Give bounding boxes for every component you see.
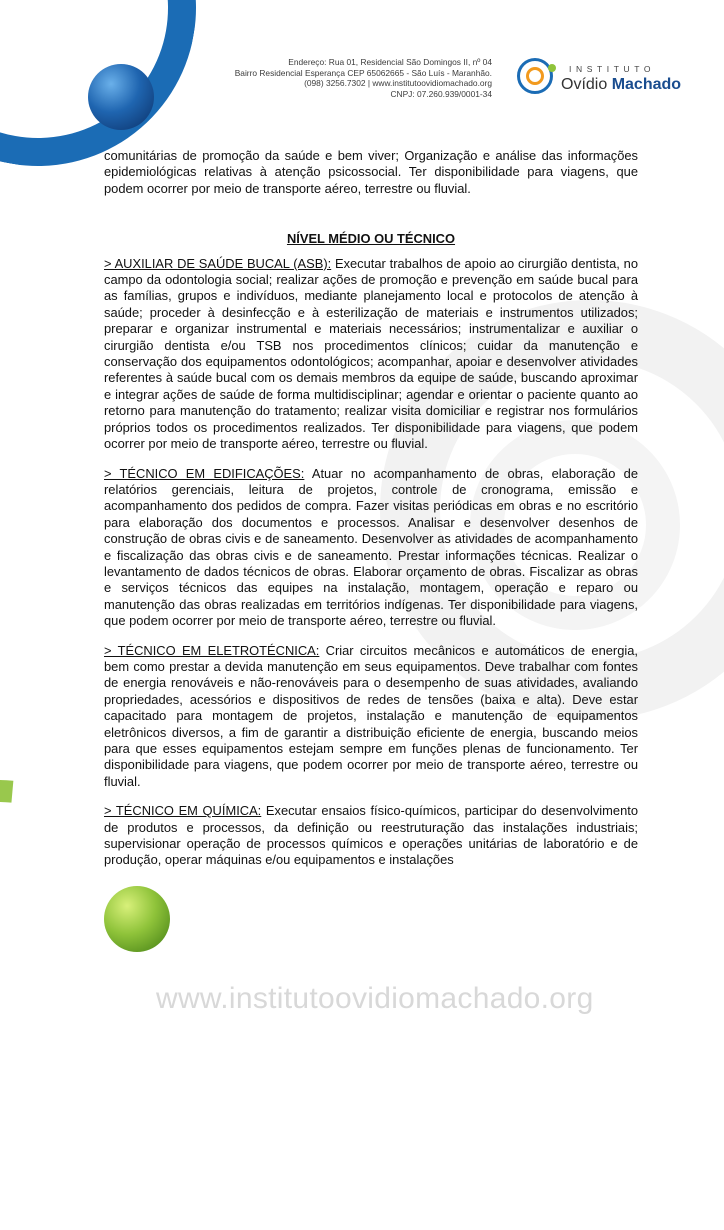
role-title: > TÉCNICO EM QUÍMICA: <box>104 803 262 819</box>
role-description: Executar ensaios físico-químicos, participar do desenvolvimento de produtos e processos, da definição ou reestruturação das instalações industriais; supervisionar operação de processos químicos e operações unitárias de laboratório e de produção, operar máquinas e/ou equipamentos e instalações <box>104 803 638 868</box>
address-line: Bairro Residencial Esperança CEP 65062665 - São Luís - Maranhão. <box>234 67 492 78</box>
role-title: > AUXILIAR DE SAÚDE BUCAL (ASB): <box>104 255 332 271</box>
role-paragraph-quimica <box>104 803 638 869</box>
logo-name-regular: Ovídio <box>561 76 612 93</box>
role-paragraph-asb <box>104 256 638 453</box>
blue-sphere-decoration <box>88 64 154 130</box>
role-title: > TÉCNICO EM ELETROTÉCNICA: <box>104 642 320 658</box>
role-description: Executar trabalhos de apoio ao cirurgião dentista, no campo da odontologia social; realizar ações de promoção e prevenção em saúde bucal para as famílias, grupos e indivíduos, mediante planejamento local e protocolos de atenção à saúde; proceder à desinfecção e à esterilização de materiais e instrumentos utilizados; preparar e organizar instrumental e materiais necessários; instrumentalizar e auxiliar o cirurgião dentista e/ou TSB nos procedimentos clínicos; cuidar da manutenção e conservação dos equipamentos odontológicos; acompanhar, apoiar e desenvolver atividades referentes à saúde bucal com os demais membros da equipe de saúde, buscando aproximar e integrar ações de saúde de forma multidisciplinar; agendar e orientar o paciente quanto ao retorno para manutenção do tratamento; realizar visita domiciliar e registrar nos formulários próprios todos os procedimentos realizados. Ter disponibilidade para viagens, que podem ocorrer por meio de transporte aéreo, terrestre ou fluvial. <box>104 255 638 452</box>
section-title: NÍVEL MÉDIO OU TÉCNICO <box>286 231 456 247</box>
footer-website: www.institutoovidiomachado.org <box>156 982 594 1015</box>
role-description: Atuar no acompanhamento de obras, elaboração de relatórios gerenciais, leitura de projetos, controle de cronograma, emissão e acompanhamento dos pedidos de compra. Fazer visitas periódicas em obras e no escritório para elaboração dos documentos e processos. Analisar e desenvolver desenhos de construção de obras civis e de saneamento. Desenvolver as atividades de acompanhamento e fiscalização das obras civis e de saneamento. Prestar informações técnicas. Realizar o levantamento de dados técnicos de obras. Elaborar orçamento de obras. Fiscalizar as obras e serviços técnicos das equipes na instalação, montagem, operação e reparo ou manutenção das obras realizadas em territórios indígenas. Ter disponibilidade para viagens, que podem ocorrer por meio de transporte aéreo, terrestre ou fluvial. <box>104 465 638 629</box>
logo-name-bold: Machado <box>611 76 682 93</box>
role-paragraph-edificacoes <box>104 466 638 630</box>
cnpj-line: CNPJ: 07.260.939/0001-34 <box>390 88 492 99</box>
logo-mark-icon <box>517 58 553 94</box>
role-description: Criar circuitos mecânicos e automáticos de energia, bem como prestar a devida manutenção em seus equipamentos. Deve trabalhar com fontes de energia renováveis e não-renováveis para o desempenho de suas atividades, avaliando propriedades, acessórios e dispositivos de redes de tensões (baixa e alta). Deve estar capacitado para montagem de projetos, instalação e manutenção de equipamentos eletrônicos diversos, a fim de garantir a distribuição eficiente de energia, buscando meios para que esses equipamentos estejam sempre em funções plenas de funcionamento. Ter disponibilidade para viagens, que podem ocorrer por meio de transporte aéreo, terrestre ou fluvial. <box>104 642 638 789</box>
contact-line: (098) 3256.7302 | www.institutoovidiomachado.org <box>304 78 492 89</box>
role-title: > TÉCNICO EM EDIFICAÇÕES: <box>104 465 305 481</box>
institute-logo <box>517 56 692 98</box>
document-body <box>104 148 638 882</box>
address-line: Endereço: Rua 01, Residencial São Domingos II, nº 04 <box>288 57 492 67</box>
role-paragraph-eletrotecnica <box>104 643 638 791</box>
intro-paragraph: comunitárias de promoção da saúde e bem viver; Organização e análise das informações epidemiológicas relativas à atenção psicossocial. Ter disponibilidade para viagens, que podem ocorrer por meio de transporte aéreo, terrestre ou fluvial. <box>104 148 638 196</box>
logo-top-text: INSTITUTO <box>569 64 656 74</box>
logo-name <box>561 76 681 94</box>
green-sphere-decoration <box>104 886 170 952</box>
header-address <box>196 57 492 99</box>
